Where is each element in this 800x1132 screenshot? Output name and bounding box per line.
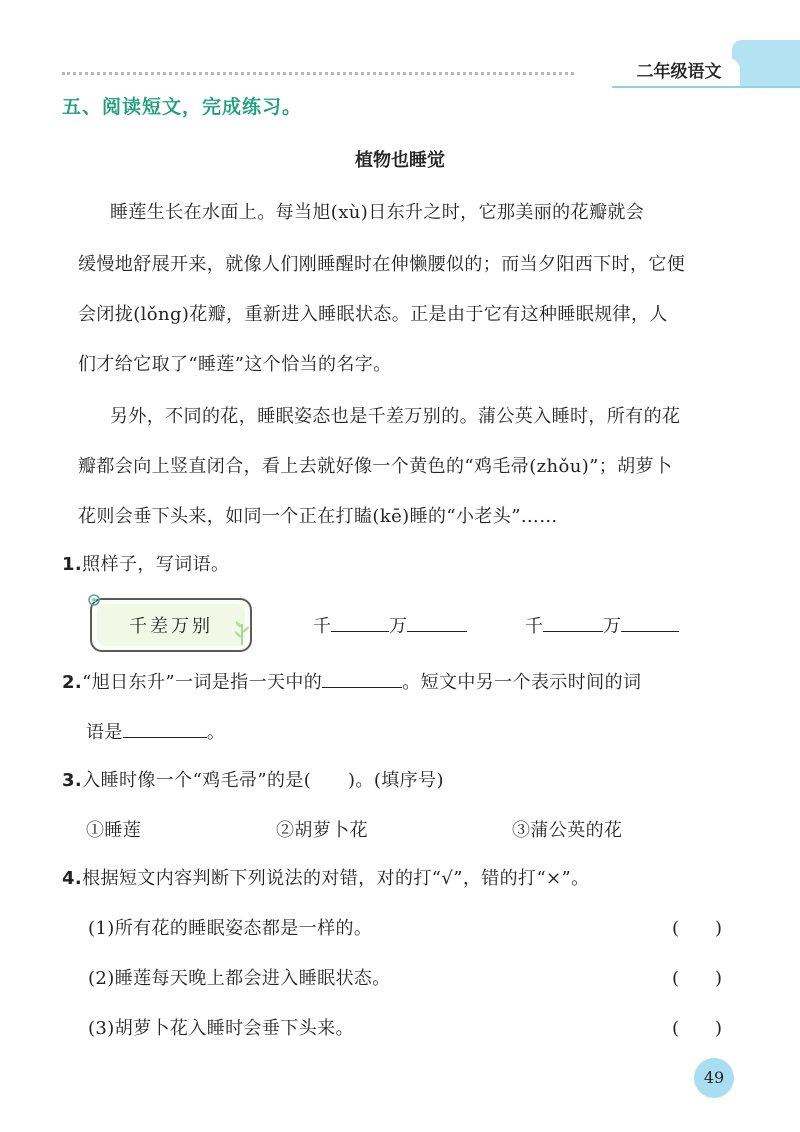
grade-label: 二年级语文	[618, 58, 740, 86]
question-number: 3.	[62, 770, 83, 791]
passage-line: 瓣都会向上竖直闭合，看上去就好像一个黄色的“鸡毛帚(zhǒu)”；胡萝卜	[78, 456, 673, 477]
judgment-item-1: (1)所有花的睡眠姿态都是一样的。	[88, 918, 373, 939]
option-3[interactable]: ③蒲公英的花	[512, 820, 623, 841]
question-text: 。	[206, 722, 226, 743]
char-wan: 万	[389, 616, 407, 637]
judgment-item-2: (2)睡莲每天晚上都会进入睡眠状态。	[88, 968, 391, 989]
passage-line: 另外，不同的花，睡眠姿态也是千差万别的。蒲公英入睡时，所有的花	[110, 406, 681, 427]
answer-blank[interactable]	[543, 613, 603, 632]
dotted-header-rule	[62, 72, 574, 75]
question-text: 入睡时像一个“鸡毛帚”的是( )。(填序号)	[82, 770, 444, 791]
answer-parentheses[interactable]: ( )	[672, 968, 723, 989]
question-text: 根据短文内容判断下列说法的对错，对的打“√”，错的打“×”。	[82, 868, 590, 889]
passage-line: 睡莲生长在水面上。每当旭(xù)日东升之时，它那美丽的花瓣就会	[110, 202, 645, 223]
grade-tab-rule	[612, 86, 800, 88]
answer-parentheses[interactable]: ( )	[672, 918, 723, 939]
question-number: 1.	[62, 554, 83, 575]
page-number-badge: 49	[694, 1058, 734, 1098]
question-text: “旭日东升”一词是指一天中的	[82, 672, 323, 693]
passage-title: 植物也睡觉	[355, 150, 445, 171]
question-text: 语是	[86, 722, 123, 743]
question-number: 2.	[62, 672, 83, 693]
char-qian: 千	[525, 616, 543, 637]
question-1	[62, 550, 229, 576]
word-blank-pair-1	[313, 612, 467, 638]
grade-tab	[612, 40, 800, 90]
answer-blank[interactable]	[407, 613, 467, 632]
passage-line: 会闭拢(lǒng)花瓣，重新进入睡眠状态。正是由于它有这种睡眠规律，人	[78, 304, 668, 325]
section-title: 五、阅读短文，完成练习。	[62, 96, 303, 118]
question-text: 照样子，写词语。	[82, 554, 230, 575]
passage-line: 们才给它取了“睡莲”这个恰当的名字。	[78, 354, 392, 375]
judgment-item-3: (3)胡萝卜花入睡时会垂下头来。	[88, 1018, 354, 1039]
answer-parentheses[interactable]: ( )	[672, 1018, 723, 1039]
question-2-continued	[86, 718, 225, 744]
char-wan: 万	[603, 616, 621, 637]
option-2[interactable]: ②胡萝卜花	[276, 820, 368, 841]
answer-blank[interactable]	[621, 613, 679, 632]
char-qian: 千	[313, 616, 331, 637]
question-number: 4.	[62, 868, 83, 889]
leaf-ornament-icon	[232, 620, 252, 646]
answer-blank[interactable]	[331, 613, 389, 632]
passage-line: 缓慢地舒展开来，就像人们刚睡醒时在伸懒腰似的；而当夕阳西下时，它便	[78, 254, 686, 275]
example-word: 千差万别	[97, 604, 245, 646]
answer-blank[interactable]	[322, 669, 402, 688]
option-1[interactable]: ①睡莲	[86, 820, 142, 841]
question-text: 。短文中另一个表示时间的词	[402, 672, 642, 693]
example-word-box	[90, 598, 252, 652]
word-blank-pair-2	[525, 612, 679, 638]
question-2	[62, 668, 641, 694]
grade-tab-accent	[732, 40, 800, 86]
flower-ornament-icon	[86, 592, 102, 608]
question-4	[62, 864, 590, 890]
passage-line: 花则会垂下头来，如同一个正在打瞌(kē)睡的“小老头”……	[78, 506, 558, 527]
question-3	[62, 766, 444, 792]
answer-blank[interactable]	[123, 719, 207, 738]
